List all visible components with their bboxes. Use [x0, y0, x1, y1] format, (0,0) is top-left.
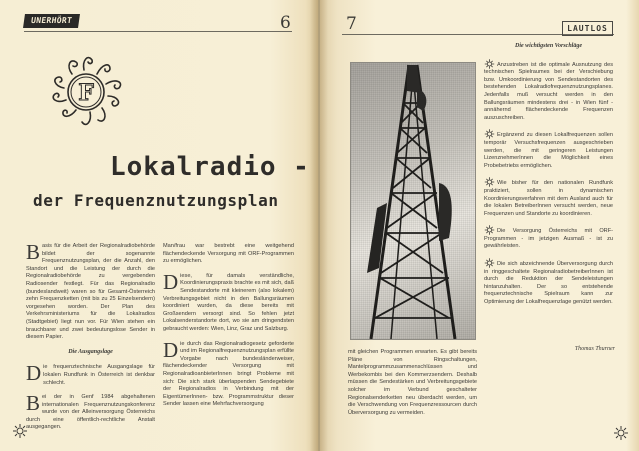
drop-cap: B: [26, 240, 41, 264]
article-title-line2: der Frequenznutzungsplan: [33, 191, 279, 210]
paragraph-text: mit gleichen Programmen erwarten. Es gibt bereits Pläne von Ringschaltungen, Mantelprogrammzusammenschlüssen und Werbekombis bei den Kommerzsendern. Deshalb müssen die Sendestärken und Verbreitungsgebiete solcher im Verbund geschalteter Regionalsenderketten neu überdacht werden, um die Verschwendung von Frequenzressourcen durch Überversorgung zu vermeiden.: [348, 349, 477, 416]
paragraph-text: ei der in Genf 1984 abgehaltenen internationalen Frequenznutzungskonferenz wurde von der Alleinversorgung Österreichs durch eine öffentlich-rechtliche Anstalt ausgegangen.: [26, 394, 155, 431]
paragraph-text: ie frequenztechnische Ausgangslage für lokalen Rundfunk in Österreich ist denkbar schlecht.: [43, 364, 155, 386]
drop-cap: D: [163, 337, 179, 362]
proposal-text: Anzustreben ist die optimale Ausnutzung des technischen Spielraumes bei der Verschiebung bzw. Umkoordinierung von Sendestandorten des bestehenden Lokalradiofrequenznutzungsplanes. Jedenfalls muß versucht werden in den Ballungsräumen mindestens drei - in Wien fünf - annähernd flächendeckende Frequenzen auszuschreiben.: [484, 61, 613, 121]
header-rule: [24, 31, 292, 32]
paragraph: [348, 349, 477, 417]
paragraph-text: iese, für damals verständliche, Koordinierungspraxis brachte es mit sich, daß Sendestandorte mit kleinerem (also lokalem) Verbreitungsgebiet nicht in den Ballungsräumen koordiniert wurden, da diese bereits mit Großsendern versorgt sind. So fehlen jetzt Lokalsenderstandorte dort, wo sie am dringendsten gebraucht werden: Wien, Linz, Graz und Salzburg.: [163, 272, 294, 332]
page-number-right: 7: [346, 14, 357, 34]
proposal-text: Wie bisher für den nationalen Rundfunk praktiziert, sollen in dynamischen Koordinierungsverfahren mit dem Ausland auch für die lokalen BetreiberInnen versucht werden, neue Frequenzen und Standorte zu koordinieren.: [484, 180, 613, 217]
section-badge-unerhoert: UNERHÖRT: [23, 14, 80, 28]
proposal-text: Ergänzend zu diesen Lokalfrequenzen sollen temporär Versuchsfrequenzen ausgeschrieben werden, die mit geringeren Leistungen LizenznehmerInnen die Möglichkeit eines Probebetriebs ermöglichen.: [484, 132, 613, 169]
flower-bullet-icon: [484, 225, 495, 235]
proposal-item: [484, 225, 613, 251]
drop-cap: D: [163, 269, 179, 294]
proposal-text: Die sich abzeichnende Überversorgung durch in ringgeschaltete RegionalradiobetreiberInnen ist durch die Reduktion der Sendeleistungen hintanzuhalten. Der so entstehende frequenztechnische Spielraum kann zur Optimierung der Lokalfrequenzlage genützt werden.: [484, 261, 613, 306]
text-column-2: [163, 243, 294, 416]
flower-ornament-icon: [13, 424, 27, 438]
paragraph: [163, 243, 294, 266]
paragraph: [26, 240, 155, 342]
section-badge-lautlos: LAUTLOS: [562, 21, 613, 36]
tower-illustration: [351, 63, 475, 339]
transmitter-tower-photo: [350, 62, 476, 340]
left-page: [0, 0, 318, 451]
paragraph: [26, 391, 155, 432]
proposal-item: [484, 258, 613, 307]
article-title-line1: Lokalradio -: [110, 152, 310, 182]
paragraph: [26, 361, 155, 387]
flower-ornament-icon: [614, 426, 628, 440]
text-column-1: [26, 240, 155, 439]
drop-cap: D: [26, 361, 42, 386]
flower-bullet-icon: [484, 129, 495, 139]
proposals-column: [484, 43, 613, 314]
flower-bullet-icon: [484, 258, 495, 268]
sun-logo-icon: [42, 52, 134, 130]
proposal-item: [484, 59, 613, 123]
page-number-left: 6: [280, 13, 291, 33]
paragraph-text: ie durch das Regionalradiogesetz geforderte und im Regionalfrequenznutzungsplan erfüllte Vorgabe nach bundesländerweiser, flächendeckender Versorgung mit RegionalradioanbieterInnen bringt Probleme mit sich: Die sich stark überlappenden Sendegebiete der Regionalradios in Verbindung mit der EigentümerInnen- bzw. Programmstruktur dieser Sender lassen eine Mehrfachversorgung: [163, 340, 294, 408]
author-signature: Thomas Thurner: [574, 346, 615, 352]
paragraph: [163, 269, 294, 334]
flower-bullet-icon: [484, 59, 495, 69]
proposals-heading: Die wichtigsten Vorschläge: [514, 43, 582, 49]
proposal-item: [484, 129, 613, 170]
proposal-item: [484, 177, 613, 218]
text-column-continued: [348, 349, 477, 424]
flower-bullet-icon: [484, 177, 495, 187]
drop-cap: B: [26, 391, 41, 416]
subheading-ausgangslage: Die Ausgangslage: [68, 348, 113, 355]
paragraph-text: asis für die Arbeit der Regionalradiobehörde bildet der sogenannte Frequenznutzungsplan, der die Anzahl, den Standort und die Leistung der durch die Regionalradiobehörde zu vergebenden Radiosender festlegt. Für das Regionalradio (bundeslandweit) waren so für Gesamt-Österreich zehn Frequenzketten (mit bis zu 25 Einzelsendern) vorgesehen worden. Der Plan des Verkehrsministeriums für die Lokalradios (Stadtgebiet) liegt nun vor. Für Wien stehen ein brauchbarer und zwei bedeutungslose Sender in diesem Papier.: [26, 243, 155, 341]
logo-letter: F: [78, 80, 94, 106]
paragraph: [163, 337, 294, 409]
paragraph-text: Man/frau war bestrebt eine weitgehend flächendeckende Versorgung mit ORF-Programmen zu ermöglichen.: [163, 243, 294, 265]
proposal-text: Die Versorgung Österreichs mit ORF-Programmen - im jetzigen Ausmaß - ist zu gewährleisten.: [484, 228, 613, 250]
